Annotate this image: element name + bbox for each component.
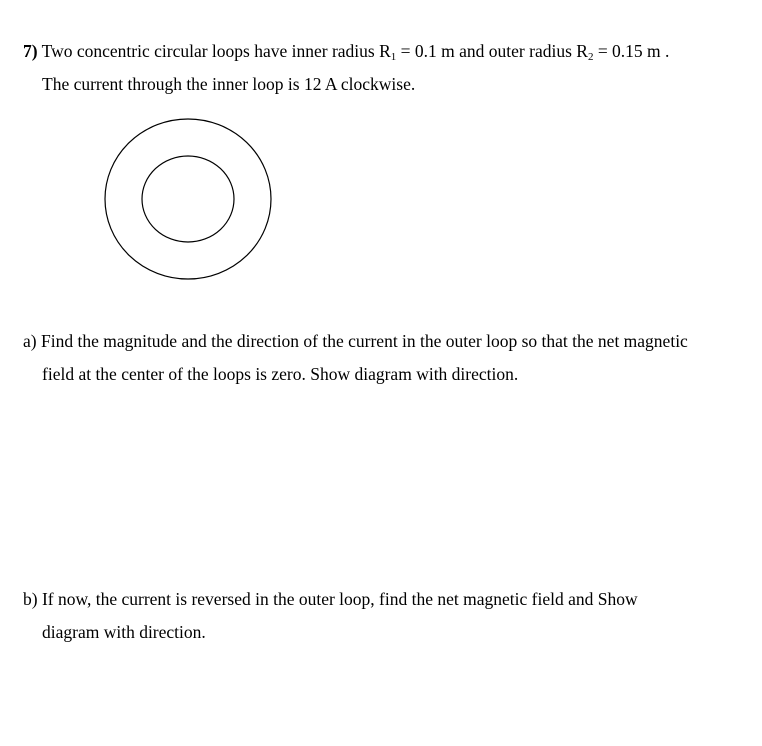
question-line-1	[23, 43, 669, 61]
part-b-text-1: If now, the current is reversed in the outer loop, find the net magnetic field and Show	[41, 589, 638, 609]
part-b-line-2: diagram with direction.	[42, 622, 206, 642]
concentric-loops-figure	[100, 115, 276, 283]
question-number: 7)	[23, 41, 38, 61]
part-a-text-1: Find the magnitude and the direction of the current in the outer loop so that the net magnetic	[40, 331, 688, 351]
question-line-2: The current through the inner loop is 12 A clockwise.	[42, 74, 416, 94]
question-text-part-3: = 0.15 m .	[593, 41, 670, 61]
question-text-part-2: = 0.1 m and outer radius R	[396, 41, 588, 61]
outer-loop	[105, 119, 271, 279]
inner-loop	[142, 156, 234, 242]
part-a-line-2: field at the center of the loops is zero. Show diagram with direction.	[42, 364, 519, 384]
part-a-line-1	[23, 333, 688, 351]
part-b-label: b)	[23, 589, 38, 609]
r2-subscript: 2	[587, 51, 594, 63]
r1-subscript: 1	[390, 51, 397, 63]
part-b-line-1	[23, 591, 638, 609]
question-text-part-1: Two concentric circular loops have inner radius R	[41, 41, 391, 61]
part-a-label: a)	[23, 331, 37, 351]
